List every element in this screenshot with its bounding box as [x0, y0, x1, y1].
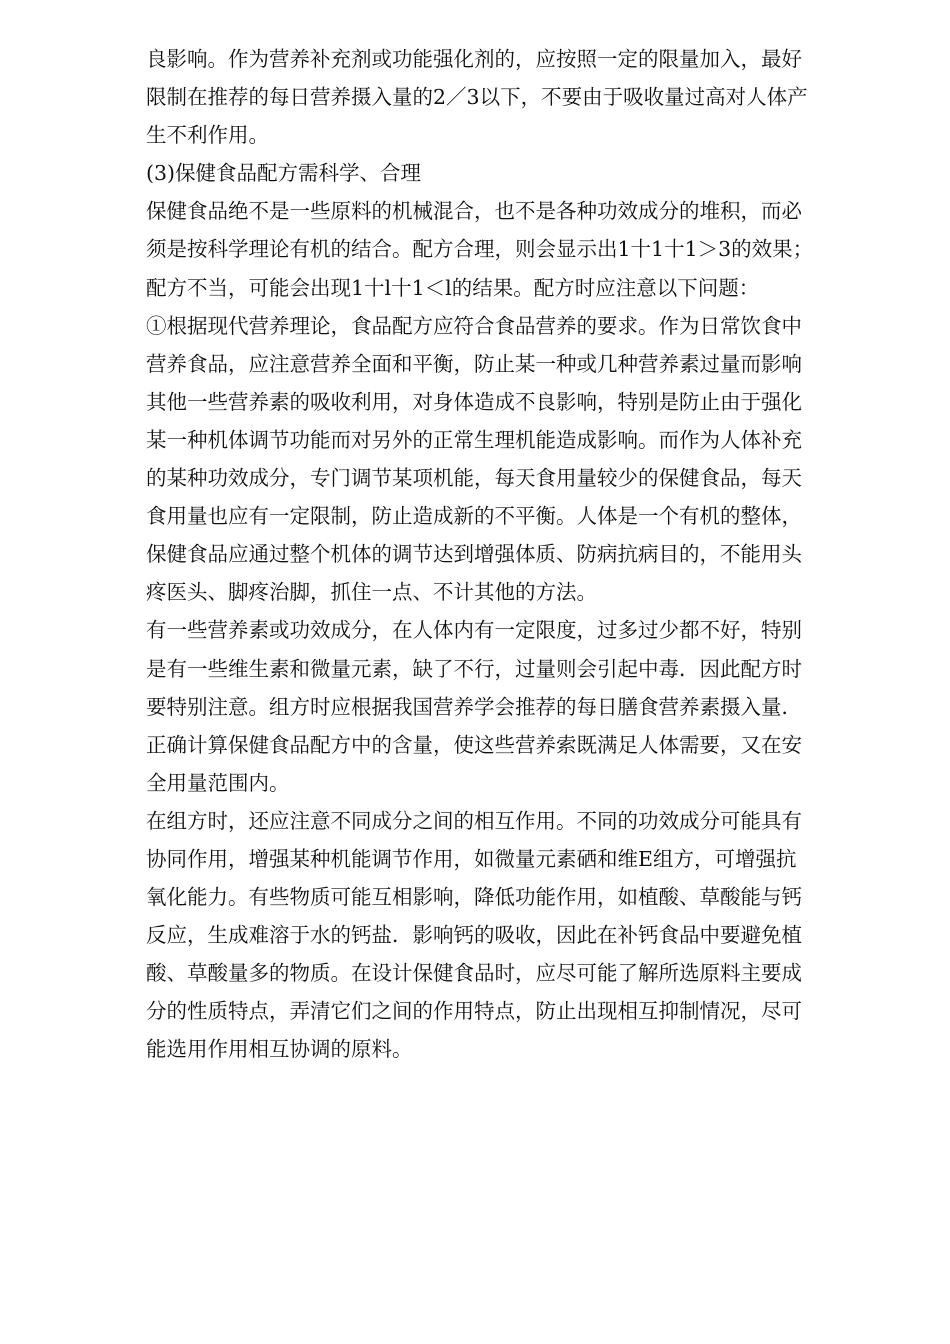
text-line: 正确计算保健食品配方中的含量，使这些营养索既满足人体需要，又在安 [146, 732, 802, 757]
text-line: 能选用作用相互协调的原料。 [146, 1037, 413, 1062]
text-line: 某一种机体调节功能而对另外的正常生理机能造成影响。而作为人体补充 [146, 427, 802, 452]
text-line: 是有一些维生素和微量元素，缺了不行，过量则会引起中毒．因此配方时 [146, 656, 802, 681]
text-line: ①根据现代营养理论，食品配方应符合食品营养的要求。作为日常饮食中 [146, 313, 802, 338]
text-line: 酸、草酸量多的物质。在设计保健食品时，应尽可能了解所选原料主要成 [146, 961, 802, 986]
text-line: 疼医头、脚疼治脚，抓住一点、不计其他的方法。 [146, 580, 597, 605]
text-line: 保健食品应通过整个机体的调节达到增强体质、防病抗病目的，不能用头 [146, 542, 802, 567]
text-line: 有一些营养素或功效成分，在人体内有一定限度，过多过少都不好，特别 [146, 618, 802, 643]
text-line: 的某种功效成分，专门调节某项机能，每天食用量较少的保健食品，每天 [146, 466, 802, 491]
text-line: 食用量也应有一定限制，防止造成新的不平衡。人体是一个有机的整体， [146, 504, 802, 529]
text-line: 保健食品绝不是一些原料的机械混合，也不是各种功效成分的堆积，而必 [146, 199, 802, 224]
document-body [146, 40, 886, 1069]
section-heading: (3)保健食品配方需科学、合理 [146, 161, 422, 186]
text-line: 营养食品，应注意营养全面和平衡，防止某一种或几种营养素过量而影响 [146, 351, 802, 376]
text-line: 在组方时，还应注意不同成分之间的相互作用。不同的功效成分可能具有 [146, 808, 802, 833]
text-line: 反应，生成难溶于水的钙盐．影响钙的吸收，因此在补钙食品中要避免植 [146, 923, 802, 948]
text-line: 限制在推荐的每日营养摄入量的2／3以下，不要由于吸收量过高对人体产 [146, 85, 808, 110]
text-line: 良影响。作为营养补充剂或功能强化剂的，应按照一定的限量加入，最好 [146, 47, 802, 71]
text-line: 其他一些营养素的吸收利用，对身体造成不良影响，特别是防止由于强化 [146, 389, 802, 414]
text-line: 协同作用，增强某种机能调节作用，如微量元素硒和维E组方，可增强抗 [146, 846, 797, 871]
text-line: 分的性质特点，弄清它们之间的作用特点，防止出现相互抑制情况，尽可 [146, 999, 802, 1024]
text-line: 生不利作用。 [146, 123, 269, 148]
text-line: 配方不当，可能会出现1十l十1＜l的结果。配方时应注意以下问题： [146, 275, 760, 300]
text-line: 氧化能力。有些物质可能互相影响，降低功能作用，如植酸、草酸能与钙 [146, 885, 802, 910]
text-line: 须是按科学理论有机的结合。配方合理，则会显示出1十1十1＞3的效果； [146, 237, 814, 262]
text-line: 要特别注意。组方时应根据我国营养学会推荐的每日膳食营养素摄入量． [146, 694, 802, 719]
text-line: 全用量范围内。 [146, 770, 290, 795]
